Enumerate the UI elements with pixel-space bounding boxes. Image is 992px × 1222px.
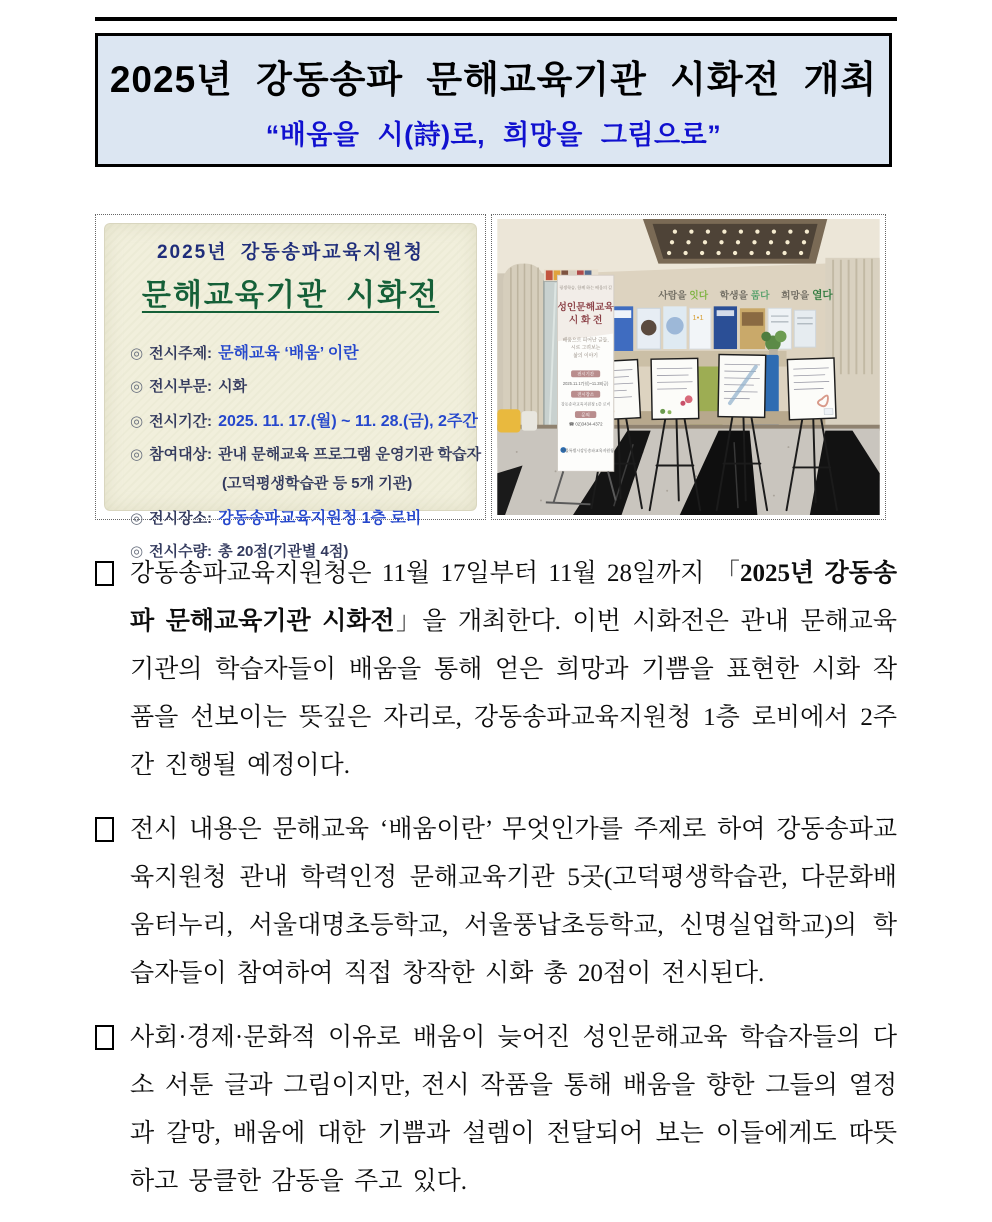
wall-posters — [612, 306, 816, 351]
paragraph-1 — [95, 550, 897, 790]
p1-post: 」을 개최한다. 이번 시화전은 관내 문해교육기관의 학습자들이 배움을 통해 얻은 희망과 기쁨을 표현한 시화 작품을 선보이는 뜻깊은 자리로, 강동송파교육지원청 1층 로비에서 2주간 진행될 예정이다. — [130, 608, 897, 779]
page-title: 2025년 강동송파 문해교육기관 시화전 개최 — [110, 49, 877, 103]
poster-item: ◎ 참여대상: 관내 문해교육 프로그램 운영기관 학습자 — [130, 443, 467, 464]
banner-period: 2025.11.17(월)~11.28(금) — [563, 380, 609, 386]
poster-item: ◎ 전시부문: 시화 — [130, 375, 467, 396]
exhibition-photo — [496, 219, 881, 515]
empty-checkbox-icon — [95, 561, 114, 586]
photo-image-cell — [491, 214, 886, 520]
banner-title: 성인문해교육 — [558, 300, 615, 313]
paragraph-3-text: 사회·경제·문화적 이유로 배움이 늦어진 성인문해교육 학습자들의 다소 서툰 글과 그림이지만, 전시 작품을 통해 배움을 향한 그들의 열정과 갈망, 배움에 대한 기쁨과 설렘이 전달되어 보는 이들에게도 따뜻하고 뭉클한 감동을 주고 있다. — [130, 1014, 897, 1206]
banner-place: 강동송파교육지원청 1층 로비 — [561, 401, 610, 406]
poster-item: ◎ 전시기간: 2025. 11. 17.(월) ~ 11. 28.(금), 2주간 — [130, 408, 467, 431]
banner-line3: 삶의 이야기 — [573, 352, 598, 359]
banner-chip-period: 전시기간 — [577, 371, 595, 378]
paragraph-3 — [95, 1014, 897, 1206]
top-horizontal-rule — [95, 17, 897, 21]
yellow-bench — [497, 409, 520, 432]
empty-checkbox-icon — [95, 1025, 114, 1050]
page-subtitle: “배움을 시(詩)로, 희망을 그림으로” — [266, 113, 721, 152]
white-chair — [522, 411, 538, 430]
poster-item-list — [130, 340, 467, 561]
double-circle-bullet-icon: ◎ — [130, 345, 143, 362]
exhibition-poster — [104, 223, 477, 511]
poster-item: ◎ 전시장소: 강동송파교육지원청 1층 로비 — [130, 505, 467, 528]
title-box — [95, 33, 892, 167]
images-row — [95, 214, 886, 520]
paragraph-2-text: 전시 내용은 문해교육 ‘배움이란’ 무엇인가를 주제로 하여 강동송파교육지원청 관내 학력인정 문해교육기관 5곳(고덕평생학습관, 다문화배움터누리, 서울대명초등학교, 서울풍납초등학교, 신명실업학교)의 학습자들이 참여하여 직접 창작한 시화 총 20점이 전시된다. — [130, 806, 897, 998]
double-circle-bullet-icon: ◎ — [130, 543, 143, 560]
banner-line2: 시로 그려보는 — [571, 344, 601, 351]
banner-chip-place: 전시장소 — [577, 391, 595, 398]
banner-title2: 시 화 전 — [569, 313, 602, 326]
poster-image-cell — [95, 214, 486, 520]
poster-title: 문해교육기관 시화전 — [130, 270, 451, 314]
banner-org: 서울특별시강동송파교육지원청 — [561, 448, 614, 453]
wall-slogan: 사람을 잇다 학생을 품다 희망을 열다 — [658, 289, 833, 302]
double-circle-bullet-icon: ◎ — [130, 510, 143, 527]
body-text — [95, 550, 897, 1222]
banner-top-line: 평생학습, 함께 하는 배움의 길 — [559, 284, 612, 290]
poster-item-subline: (고덕평생학습관 등 5개 기관) — [130, 472, 467, 493]
paragraph-2 — [95, 806, 897, 998]
banner-chip-contact: 문의 — [581, 411, 589, 418]
poster-item: ◎ 전시주제: 문해교육 ‘배움’ 이란 — [130, 340, 467, 363]
banner-phone: ☎ 02)3434-4372 — [569, 422, 603, 427]
double-circle-bullet-icon: ◎ — [130, 378, 143, 395]
poster-item: ◎ 전시수량: 총 20점(기관별 4점) — [130, 540, 467, 561]
p1-pre: 강동송파교육지원청은 11월 17일부터 11월 28일까지 「 — [130, 560, 740, 587]
poster-org-line: 2025년 강동송파교육지원청 — [130, 237, 451, 264]
empty-checkbox-icon — [95, 817, 114, 842]
banner-line1: 배움으로 피어난 글들, — [563, 336, 609, 343]
paragraph-1-text — [130, 550, 897, 790]
p1-bold: 2025년 강동송파 문해교육기관 시화전 — [130, 560, 897, 635]
svg-text:1•1: 1•1 — [692, 313, 703, 322]
double-circle-bullet-icon: ◎ — [130, 413, 143, 430]
double-circle-bullet-icon: ◎ — [130, 446, 143, 463]
